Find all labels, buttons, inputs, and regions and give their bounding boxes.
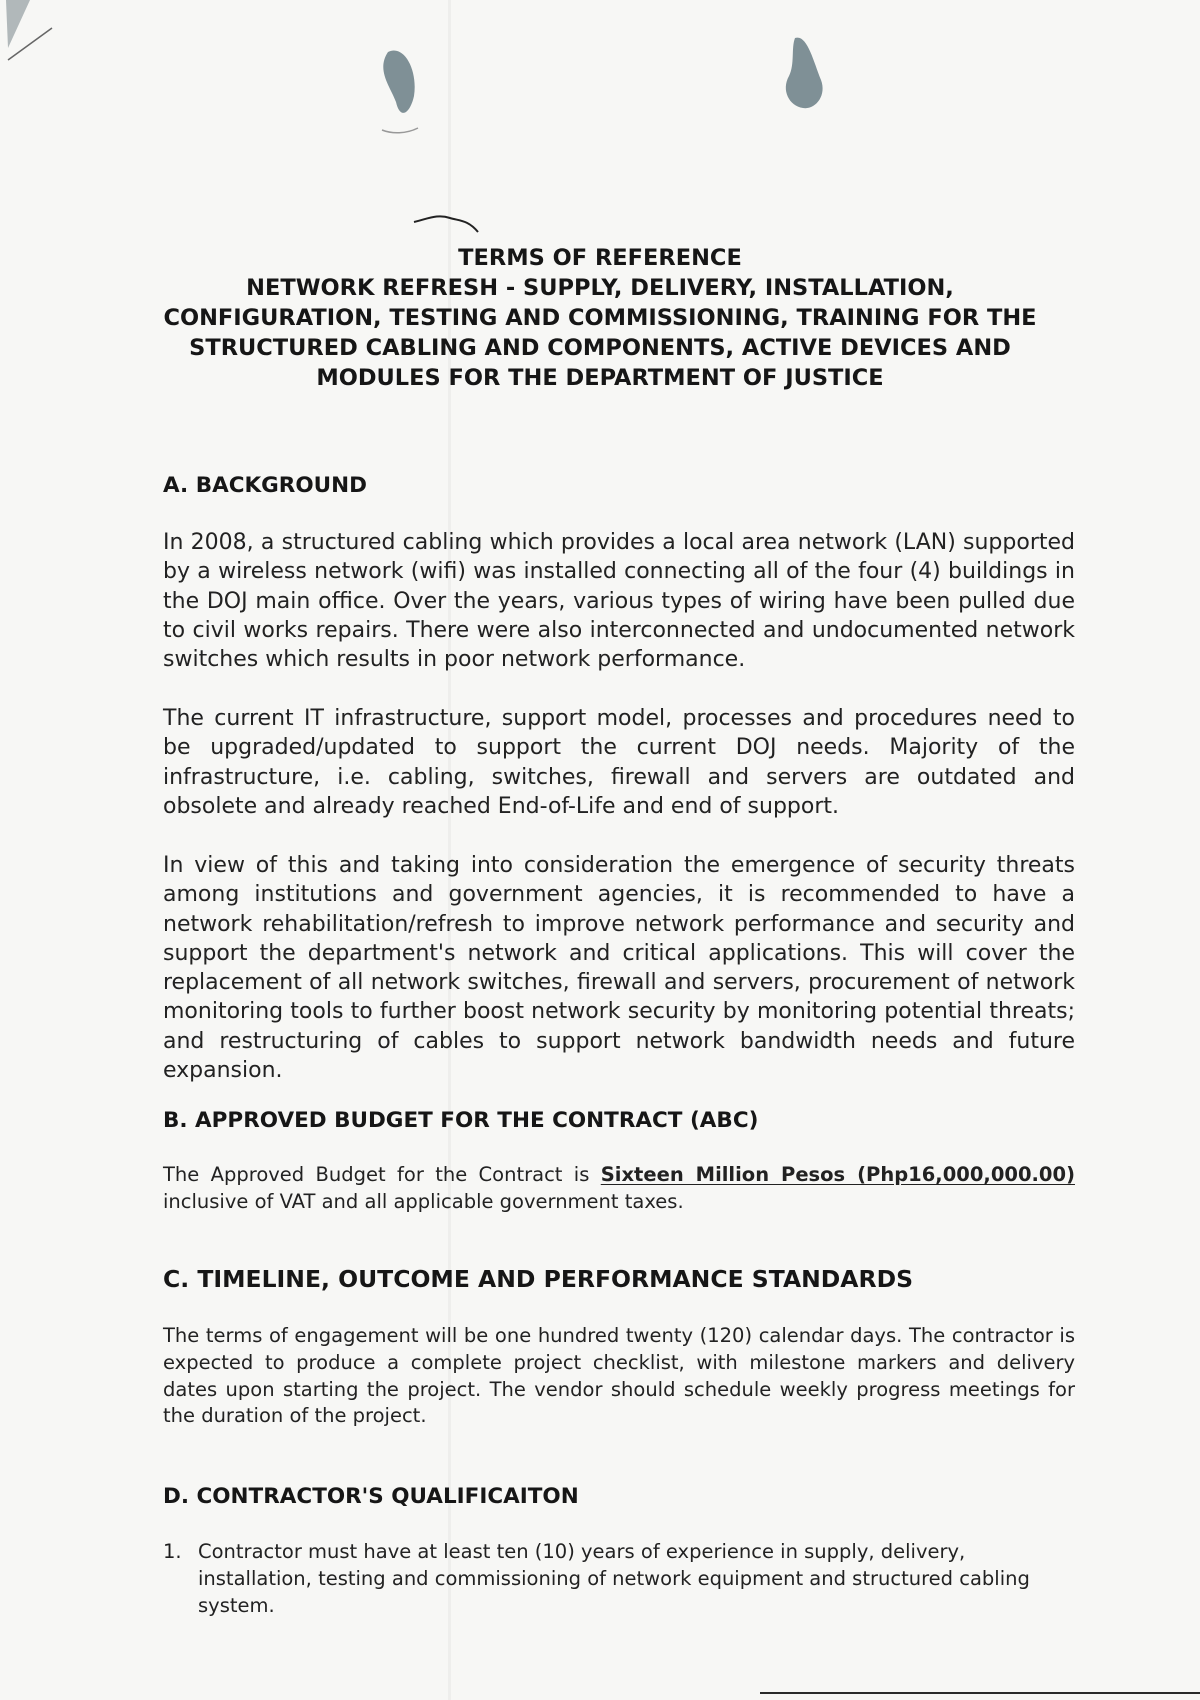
title-line: STRUCTURED CABLING AND COMPONENTS, ACTIVE DEVICES AND: [189, 335, 1011, 361]
background-paragraph-3: In view of this and taking into consideration the emergence of security threats among institutions and government agencies, it is recommended to have a network rehabilitation/refresh to improve network performance and security and support the department's network and critical applications. This will cover the replacement of all network switches, firewall and servers, procurement of network monitoring tools to further boost network security by monitoring potential threats; and restructuring of cables to support network bandwidth needs and future expansion.: [163, 853, 1075, 1084]
background-paragraph-1: In 2008, a structured cabling which provides a local area network (LAN) supported by a wireless network (wifi) was installed connecting all of the four (4) buildings in the DOJ main office. Over the years, various types of wiring have been pulled due to civil works repairs. There were also interconnected and undocumented network switches which results in poor network performance.: [163, 530, 1075, 673]
background-paragraph-2: The current IT infrastructure, support model, processes and procedures need to be upgraded/updated to support the current DOJ needs. Majority of the infrastructure, i.e. cabling, switches, firewall and servers are outdated and obsolete and already reached End-of-Life and end of support.: [163, 706, 1075, 819]
section-b-heading: B. APPROVED BUDGET FOR THE CONTRACT (ABC): [163, 1108, 759, 1133]
section-c-heading: C. TIMELINE, OUTCOME AND PERFORMANCE STANDARDS: [163, 1265, 914, 1293]
budget-text-before: The Approved Budget for the Contract is: [163, 1163, 601, 1186]
punch-hole-left: [370, 30, 440, 140]
section-d-heading: D. CONTRACTOR'S QUALIFICAITON: [163, 1484, 579, 1509]
qualification-item-number: 1.: [163, 1540, 182, 1563]
corner-scan-mark: [0, 0, 60, 70]
budget-text-after: inclusive of VAT and all applicable government taxes.: [163, 1189, 684, 1213]
title-line: TERMS OF REFERENCE: [458, 245, 742, 271]
section-a-heading: A. BACKGROUND: [163, 473, 367, 498]
timeline-paragraph: The terms of engagement will be one hundred twenty (120) calendar days. The contractor is expected to produce a complete project checklist, with milestone markers and delivery dates upon starting the project. The vendor should schedule weekly progress meetings for the duration of the project.: [163, 1324, 1075, 1428]
budget-paragraph: [163, 1162, 1075, 1216]
document-title: [120, 243, 1080, 393]
title-line: MODULES FOR THE DEPARTMENT OF JUSTICE: [316, 365, 884, 391]
qualification-item-text: Contractor must have at least ten (10) years of experience in supply, delivery, installation, testing and commissioning of network equipment and structured cabling system.: [198, 1540, 1030, 1617]
title-line: NETWORK REFRESH - SUPPLY, DELIVERY, INSTALLATION,: [246, 275, 954, 301]
punch-hole-right: [775, 30, 845, 130]
budget-amount: Sixteen Million Pesos (Php16,000,000.00): [600, 1163, 1075, 1186]
pen-squiggle: [410, 208, 490, 238]
bottom-edge-line: [760, 1692, 1200, 1694]
title-line: CONFIGURATION, TESTING AND COMMISSIONING, TRAINING FOR THE: [163, 305, 1037, 331]
